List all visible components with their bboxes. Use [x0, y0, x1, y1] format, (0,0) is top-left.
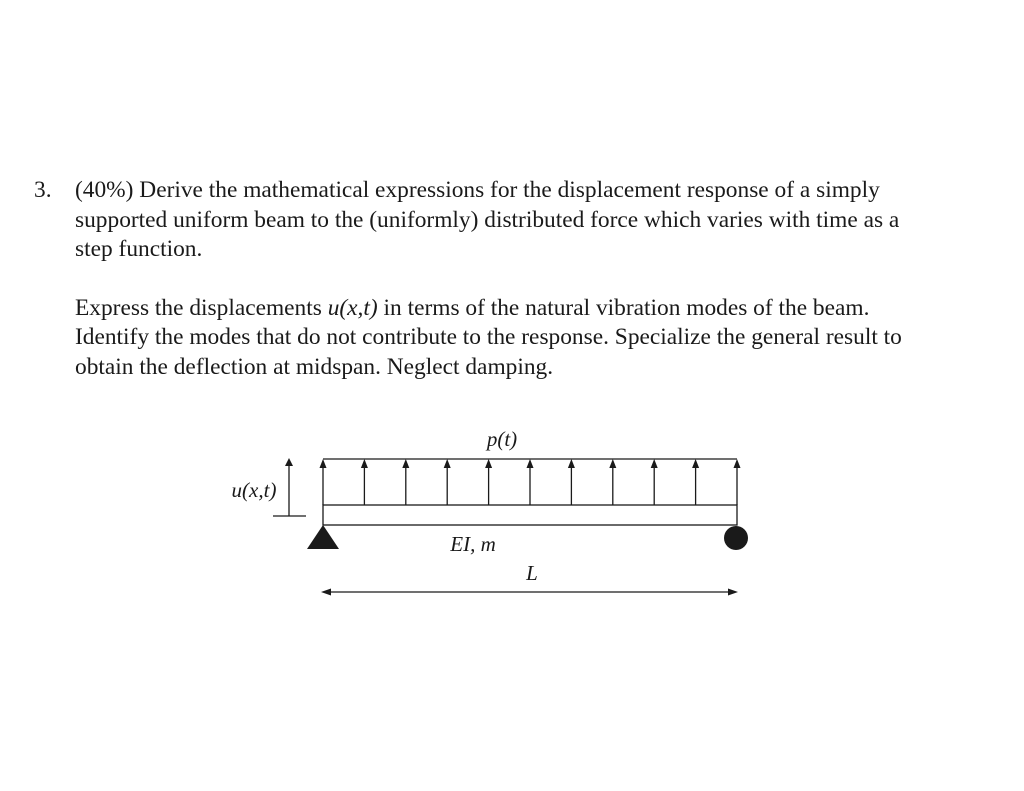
load-arrowhead-icon	[320, 459, 327, 468]
paragraph-1-line-2: supported uniform beam to the (uniformly) distributed force which varies with time as a	[75, 206, 900, 233]
load-arrowhead-icon	[692, 459, 699, 468]
load-arrowhead-icon	[734, 459, 741, 468]
length-arrow-right-icon	[728, 589, 738, 596]
problem-number: 3.	[34, 177, 52, 203]
displacement-label: u(x,t)	[231, 478, 277, 502]
paragraph-1-line-1: (40%) Derive the mathematical expressions for the displacement response of a simply	[75, 177, 880, 203]
load-arrowhead-icon	[609, 459, 616, 468]
paragraph-2-text-before-variable: Express the displacements	[75, 294, 328, 321]
length-label: L	[526, 561, 538, 585]
load-arrowhead-icon	[485, 459, 492, 468]
load-arrowhead-icon	[651, 459, 658, 468]
load-arrowhead-icon	[402, 459, 409, 468]
load-arrows	[320, 459, 741, 505]
paragraph-1-line-3: step function.	[75, 236, 203, 262]
load-label: p(t)	[486, 427, 518, 451]
beam-property-label: EI, m	[450, 532, 496, 556]
paragraph-2-line-3: obtain the deflection at midspan. Neglect damping.	[75, 353, 554, 380]
beam	[323, 505, 737, 525]
load-arrowhead-icon	[527, 459, 534, 468]
load-arrowhead-icon	[568, 459, 575, 468]
load-arrowhead-icon	[444, 459, 451, 468]
roller-support-icon	[724, 526, 748, 550]
paragraph-2-text-after-variable: in terms of the natural vibration modes of the beam.	[377, 294, 870, 321]
length-arrow-left-icon	[321, 589, 331, 596]
paragraph-2-line-2: Identify the modes that do not contribute to the response. Specialize the general result to	[75, 324, 902, 350]
displacement-variable: u(x,t)	[327, 294, 378, 321]
pin-support-icon	[307, 525, 339, 549]
load-arrowhead-icon	[361, 459, 368, 468]
